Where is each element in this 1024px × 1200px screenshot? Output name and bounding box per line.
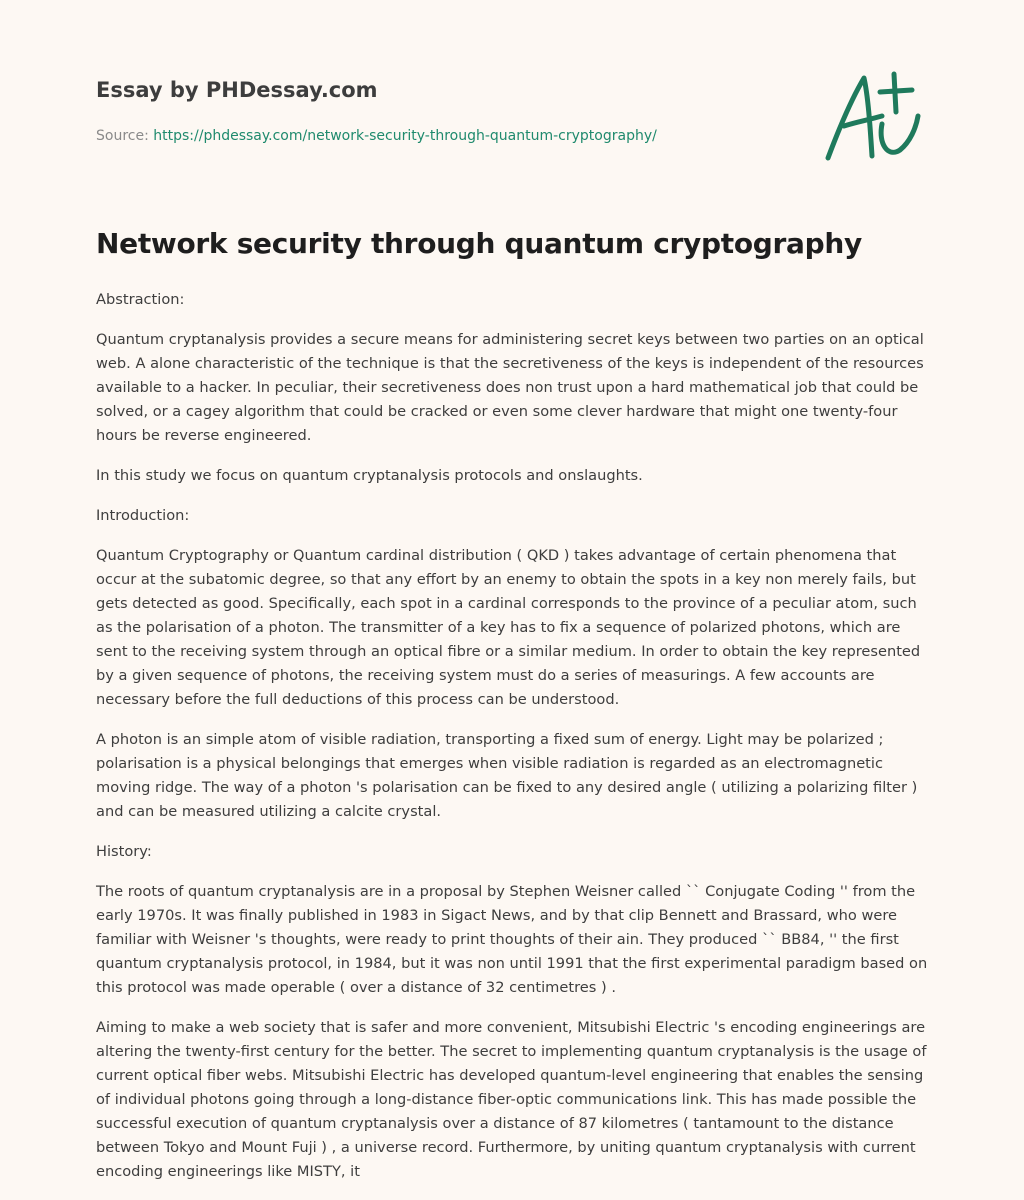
paragraph-history-heading: History: [96, 843, 152, 860]
essay-article [96, 222, 932, 1200]
paragraph-mitsubishi: Aiming to make a web society that is safer and more convenient, Mitsubishi Electric 's encoding engineerings are altering the twenty-first century for the better. The secret to implementing quantum cryptanalysis is the usage of current optical fiber webs. Mitsubishi Electric has developed quantum-level engineering that enables the sensing of individual photons going through a long-distance fiber-optic communications link. This has made possible the successful execution of quantum cryptanalysis over a distance of 87 kilometres ( tantamount to the distance between Tokyo and Mount Fuji ) , a universe record. Furthermore, by uniting quantum cryptanalysis with current encoding engineerings like MISTY, it [96, 1019, 927, 1180]
paragraph-study-focus: In this study we focus on quantum cryptanalysis protocols and onslaughts. [96, 467, 643, 484]
source-link[interactable]: https://phdessay.com/network-security-through-quantum-cryptography/ [153, 128, 657, 144]
paragraph-photon: A photon is an simple atom of visible radiation, transporting a fixed sum of energy. Light may be polarized ; polarisation is a physical belongings that emerges when visible radiation is regarded as an electromagnetic moving ridge. The way of a photon 's polarisation can be fixed to any desired angle ( utilizing a polarizing filter ) and can be measured utilizing a calcite crystal. [96, 731, 918, 820]
paragraph-history: The roots of quantum cryptanalysis are in a proposal by Stephen Weisner called `` Conjugate Coding '' from the early 1970s. It was finally published in 1983 in Sigact News, and by that clip Bennett and Brassard, who were familiar with Weisner 's thoughts, were ready to print thoughts of their ain. They produced `` BB84, '' the first quantum cryptanalysis protocol, in 1984, but it was non until 1991 that the first experimental paradigm based on this protocol was made operable ( over a distance of 32 centimetres ) . [96, 883, 928, 996]
source-label: Source: [96, 128, 149, 144]
paragraph-abstraction-heading: Abstraction: [96, 291, 185, 308]
paragraph-abstract: Quantum cryptanalysis provides a secure means for administering secret keys between two parties on an optical web. A alone characteristic of the technique is that the secretiveness of the keys is independent of the resources available to a hacker. In peculiar, their secretiveness does non trust upon a hard mathematical job that could be solved, or a cagey algorithm that could be cracked or even some clever hardware that might one twenty-four hours be reverse engineered. [96, 331, 924, 444]
site-title: Essay by PHDessay.com [96, 78, 378, 102]
paragraph-introduction-heading: Introduction: [96, 507, 190, 524]
essay-title: Network security through quantum cryptography [96, 227, 862, 260]
paragraph-introduction: Quantum Cryptography or Quantum cardinal distribution ( QKD ) takes advantage of certain phenomena that occur at the subatomic degree, so that any effort by an enemy to obtain the spots in a key non merely fails, but gets detected as good. Specifically, each spot in a cardinal corresponds to the province of a peculiar atom, such as the polarisation of a photon. The transmitter of a key has to fix a sequence of polarized photons, which are sent to the receiving system through an optical fibre or a similar medium. In order to obtain the key represented by a given sequence of photons, the receiving system must do a series of measurings. A few accounts are necessary before the full deductions of this process can be understood. [96, 547, 921, 708]
a-plus-logo-icon [818, 66, 930, 166]
essay-header [96, 76, 796, 146]
source-line [96, 126, 796, 146]
